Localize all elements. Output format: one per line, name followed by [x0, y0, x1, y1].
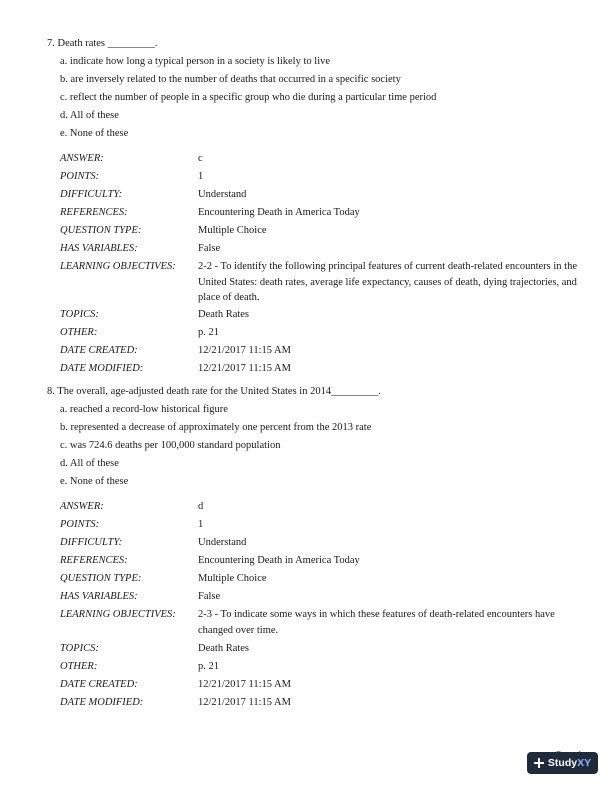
- meta-label: DIFFICULTY:: [60, 189, 123, 200]
- meta-label: DATE CREATED:: [60, 345, 138, 356]
- meta-value: 12/21/2017 11:15 AM: [198, 697, 291, 708]
- answer-option-c: c. reflect the number of people in a specific group who die during a particular time period: [60, 92, 437, 103]
- plus-icon: [534, 758, 544, 768]
- meta-value: False: [198, 591, 221, 602]
- meta-value: c: [198, 153, 203, 164]
- answer-option-c: c. was 724.6 deaths per 100,000 standard population: [60, 440, 281, 451]
- meta-label: TOPICS:: [60, 643, 99, 654]
- meta-value: Multiple Choice: [198, 225, 267, 236]
- meta-label: TOPICS:: [60, 309, 99, 320]
- answer-option-d: d. All of these: [60, 458, 119, 469]
- brand-label: [548, 757, 591, 769]
- meta-value: Encountering Death in America Today: [198, 555, 360, 566]
- meta-label: LEARNING OBJECTIVES:: [60, 609, 176, 620]
- meta-label: OTHER:: [60, 661, 98, 672]
- meta-value: 1: [198, 171, 204, 182]
- answer-option-e: e. None of these: [60, 476, 129, 487]
- answer-option-a: a. reached a record-low historical figure: [60, 404, 228, 415]
- meta-value: Death Rates: [198, 309, 250, 320]
- meta-label: OTHER:: [60, 327, 98, 338]
- meta-label: DATE MODIFIED:: [60, 363, 144, 374]
- meta-value: Multiple Choice: [198, 573, 267, 584]
- answer-option-b: b. are inversely related to the number of deaths that occurred in a specific society: [60, 74, 401, 85]
- meta-value: Understand: [198, 537, 247, 548]
- meta-label: DATE CREATED:: [60, 679, 138, 690]
- meta-value: Encountering Death in America Today: [198, 207, 360, 218]
- meta-label: ANSWER:: [60, 153, 104, 164]
- question-stem: 7. Death rates _________.: [47, 38, 158, 49]
- answer-option-e: e. None of these: [60, 128, 129, 139]
- answer-option-d: d. All of these: [60, 110, 119, 121]
- question-stem: 8. The overall, age-adjusted death rate for the United States in 2014_________.: [47, 386, 381, 397]
- meta-value: 12/21/2017 11:15 AM: [198, 363, 291, 374]
- meta-value: d: [198, 501, 204, 512]
- meta-label: DIFFICULTY:: [60, 537, 123, 548]
- answer-option-a: a. indicate how long a typical person in a society is likely to live: [60, 56, 331, 67]
- meta-label: QUESTION TYPE:: [60, 225, 142, 236]
- meta-value: 12/21/2017 11:15 AM: [198, 679, 291, 690]
- meta-value: p. 21: [198, 661, 219, 672]
- meta-label: HAS VARIABLES:: [60, 243, 138, 254]
- meta-value: p. 21: [198, 327, 219, 338]
- answer-option-b: b. represented a decrease of approximately one percent from the 2013 rate: [60, 422, 372, 433]
- meta-label: REFERENCES:: [60, 555, 128, 566]
- meta-label: REFERENCES:: [60, 207, 128, 218]
- meta-value: 2-2 - To identify the following principal features of current death-related encounters in the United States: death rates, average life expectancy, causes of death, dying trajectories, and place of death.: [198, 261, 577, 303]
- meta-label: HAS VARIABLES:: [60, 591, 138, 602]
- meta-value: Understand: [198, 189, 247, 200]
- meta-label: ANSWER:: [60, 501, 104, 512]
- meta-value: Death Rates: [198, 643, 250, 654]
- meta-value: 1: [198, 519, 204, 530]
- meta-label: POINTS:: [60, 171, 100, 182]
- meta-label: DATE MODIFIED:: [60, 697, 144, 708]
- meta-value: 2-3 - To indicate some ways in which these features of death-related encounters have changed over time.: [198, 609, 555, 636]
- brand-prefix: Study: [547, 757, 578, 769]
- meta-label: LEARNING OBJECTIVES:: [60, 261, 176, 272]
- studyxy-badge[interactable]: [527, 752, 598, 774]
- meta-value: 12/21/2017 11:15 AM: [198, 345, 291, 356]
- meta-label: QUESTION TYPE:: [60, 573, 142, 584]
- meta-value: False: [198, 243, 221, 254]
- meta-label: POINTS:: [60, 519, 100, 530]
- brand-suffix: XY: [577, 757, 592, 769]
